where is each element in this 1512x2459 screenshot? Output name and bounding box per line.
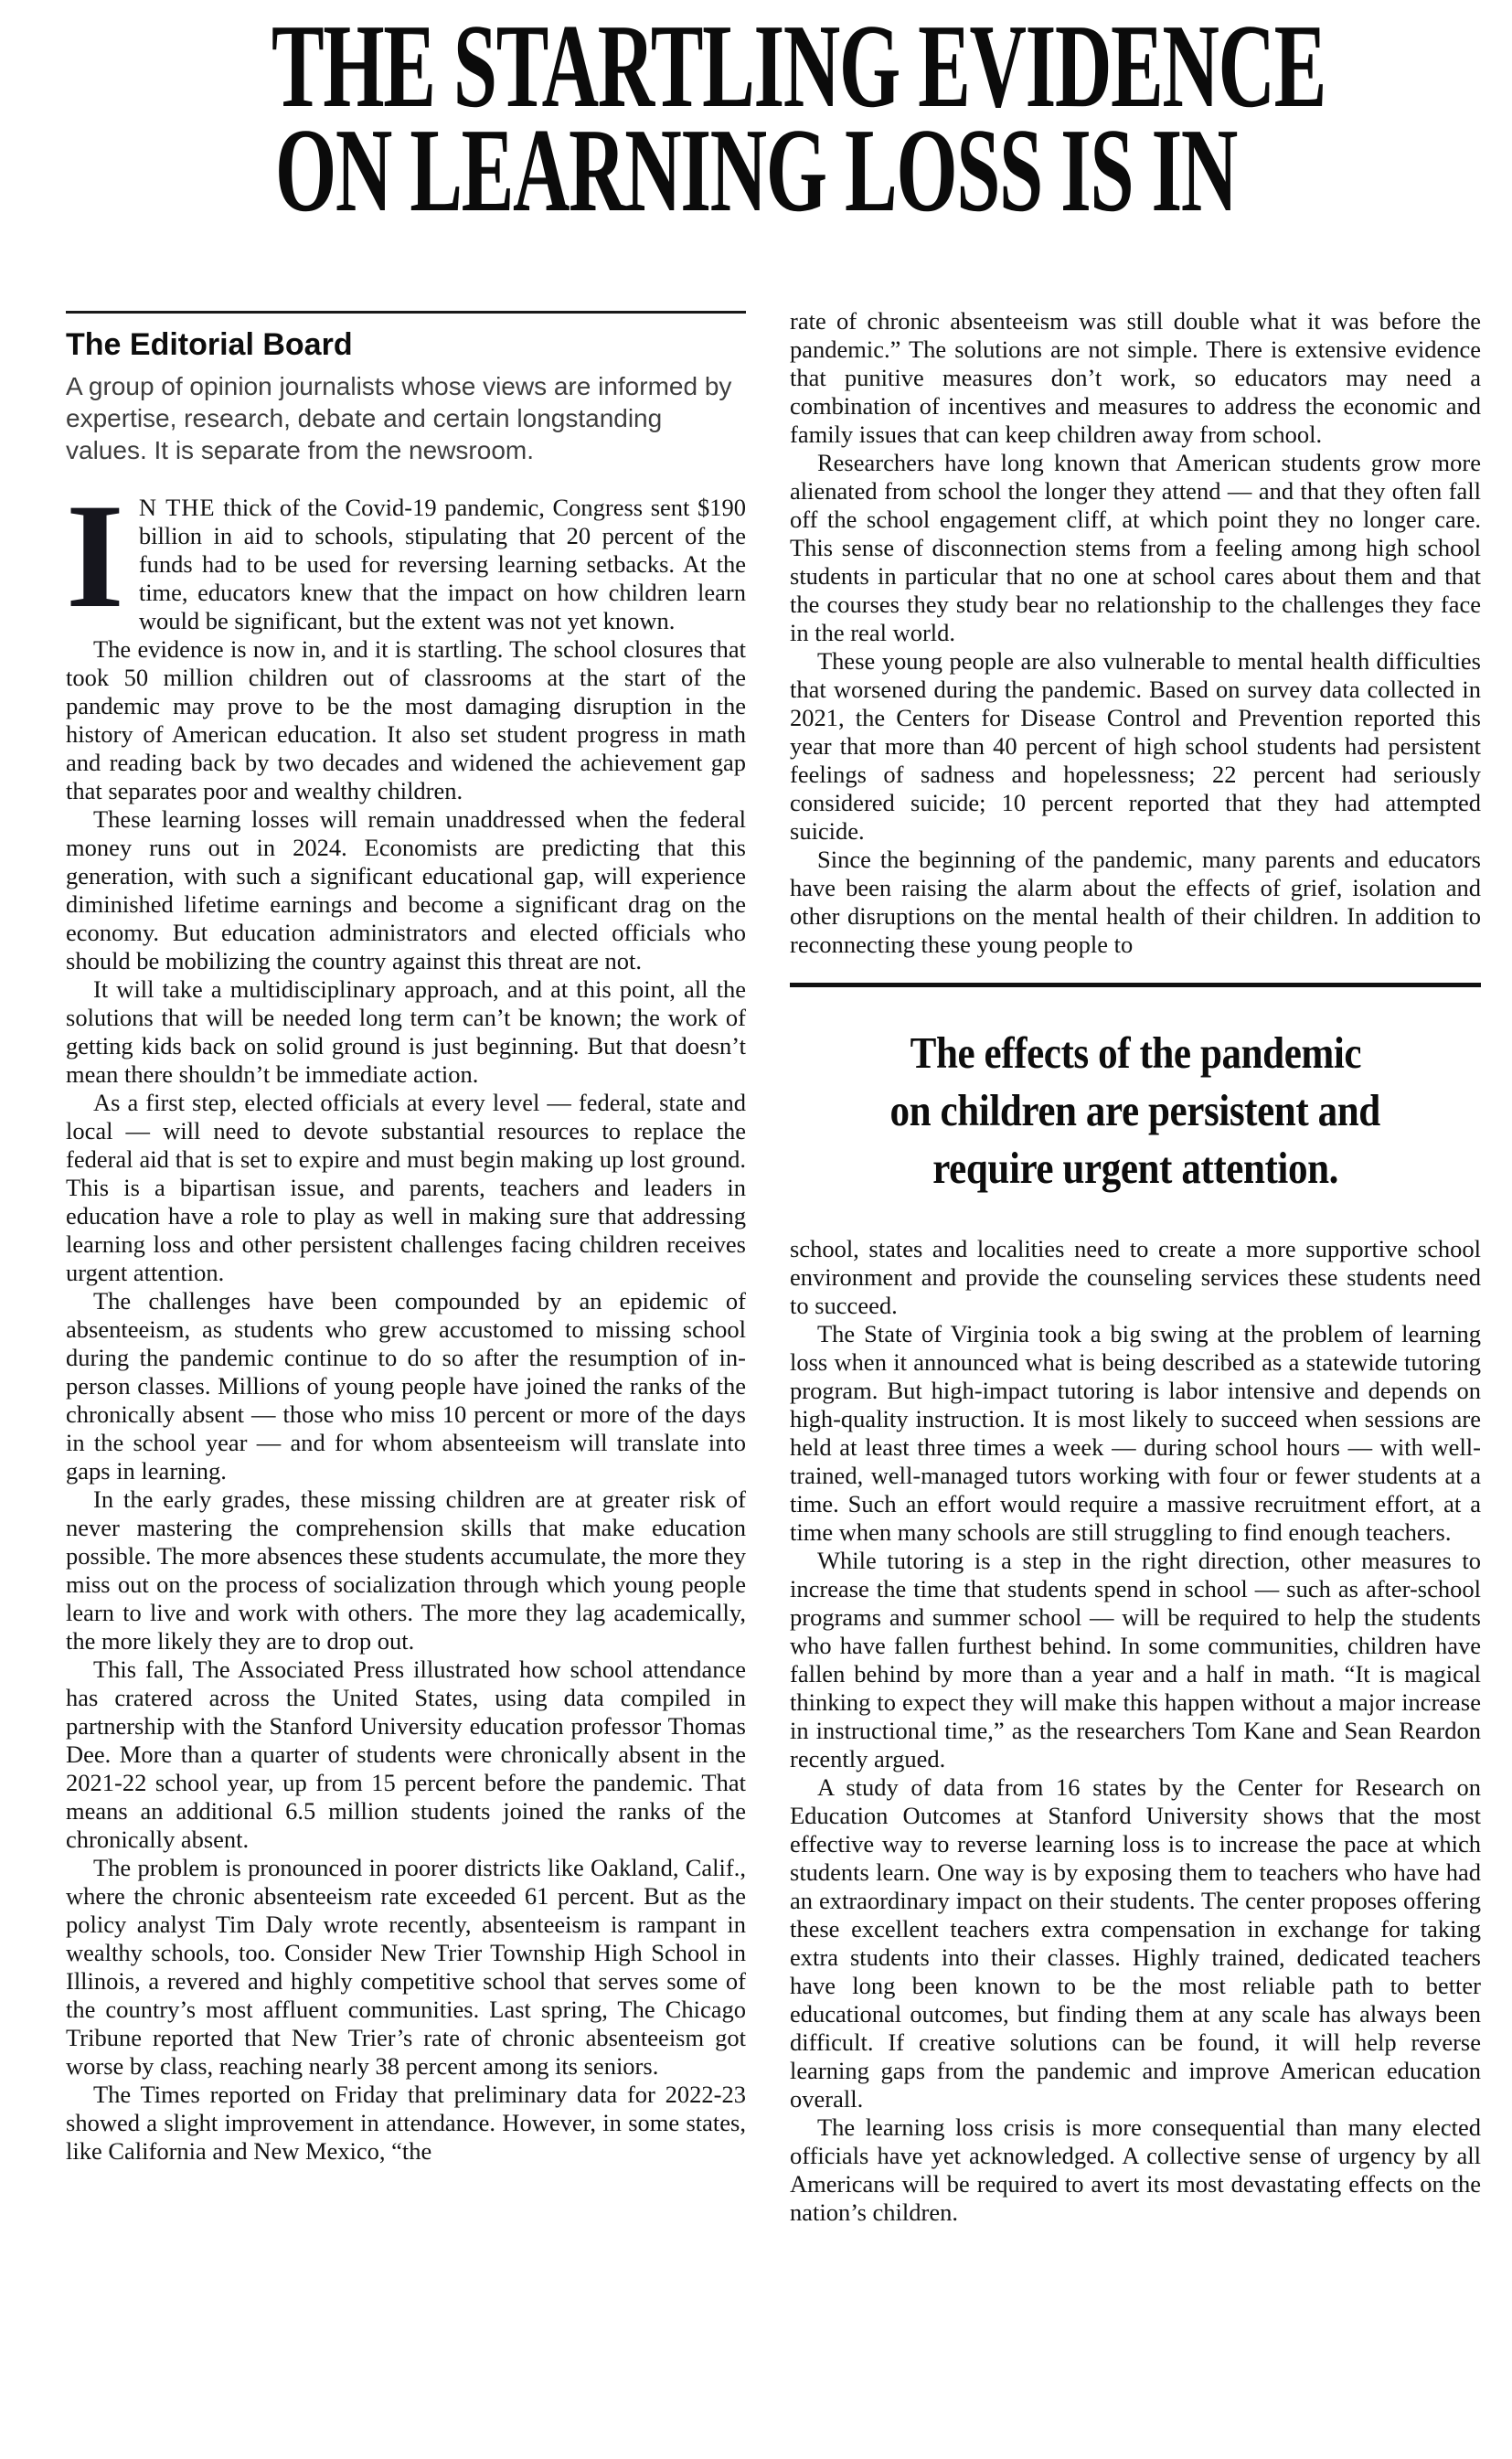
paragraph: The Times reported on Friday that preliminary data for 2022-23 showed a slight improvement in attendance. However, in some states, like California and New Mexico, “the bbox=[66, 2081, 746, 2165]
paragraph: While tutoring is a step in the right direction, other measures to increase the time that students spend in school — such as after-school programs and summer school — will be required to help the students who have fallen furthest behind. In some communities, children have fallen behind by more than a year and a half in math. “It is magical thinking to expect they will make this happen without a major increase in instructional time,” as the researchers Tom Kane and Sean Reardon recently argued. bbox=[790, 1547, 1481, 1772]
pull-quote-text: on children are persistent and bbox=[889, 1085, 1381, 1135]
paragraph: These learning losses will remain unaddressed when the federal money runs out in 2024. Economists are predicting that this generation, with such a significant educational gap, will experience diminished lifetime earnings and become a significant drag on the economy. But education administrators and elected officials who should be mobilizing the country against this threat are not. bbox=[66, 805, 746, 974]
drop-cap: I bbox=[66, 474, 124, 639]
left-paragraphs bbox=[66, 635, 746, 2166]
paragraph: school, states and localities need to create a more supportive school environment and provide the counseling services these students need to succeed. bbox=[790, 1235, 1481, 1319]
paragraph: The learning loss crisis is more consequential than many elected officials have yet acknowledged. A collective sense of urgency by all Americans will be required to avert its most devastating effects on the nation’s children. bbox=[790, 2113, 1481, 2226]
pull-quote-line bbox=[790, 1024, 1481, 1081]
pull-quote-text: The effects of the pandemic bbox=[910, 1027, 1361, 1078]
headline-text: ON LEARNING LOSS IS IN bbox=[274, 104, 1237, 237]
paragraph: The problem is pronounced in poorer districts like Oakland, Calif., where the chronic absenteeism rate exceeded 61 percent. But as the policy analyst Tim Daly wrote recently, absenteeism is rampant in wealthy schools, too. Consider New Trier Township High School in Illinois, a revered and highly competitive school that serves some of the country’s most affluent communities. Last spring, The Chicago Tribune reported that New Trier’s rate of chronic absenteeism got worse by class, reaching nearly 38 percent among its seniors. bbox=[66, 1854, 746, 2080]
paragraph: rate of chronic absenteeism was still double what it was before the pandemic.” The solutions are not simple. There is extensive evidence that punitive measures don’t work, so educators may need a combination of incentives and measures to address the economic and family issues that can keep children away from school. bbox=[790, 307, 1481, 448]
left-column bbox=[66, 311, 746, 2166]
author-name: The Editorial Board bbox=[66, 327, 353, 362]
lead-paragraph bbox=[66, 474, 746, 639]
headline-line-2 bbox=[0, 104, 1512, 237]
article-body-right-bottom bbox=[790, 1235, 1481, 2227]
paragraph: These young people are also vulnerable to mental health difficulties that worsened during the pandemic. Based on survey data collected in 2021, the Centers for Disease Control and Prevention reported this year that more than 40 percent of high school students had persistent feelings of sadness and hopelessness; 22 percent had seriously considered suicide; 10 percent reported that they had attempted suicide. bbox=[790, 647, 1481, 845]
paragraph: The challenges have been compounded by an epidemic of absenteeism, as students who grew accustomed to missing school during the pandemic continue to do so after the resumption of in-person classes. Millions of young people have joined the ranks of the chronically absent — those who miss 10 percent or more of the days in the school year — and for whom absenteeism will translate into gaps in learning. bbox=[66, 1287, 746, 1485]
paragraph: As a first step, elected officials at every level — federal, state and local — will need to devote substantial resources to replace the federal aid that is set to expire and must begin making up lost ground. This is a bipartisan issue, and parents, teachers and leaders in education have a role to play as well in making sure that addressing learning loss and other persistent challenges facing children receives urgent attention. bbox=[66, 1089, 746, 1286]
paragraph: This fall, The Associated Press illustrated how school attendance has cratered across the United States, using data compiled in partnership with the Stanford University education professor Thomas Dee. More than a quarter of students were chronically absent in the 2021-22 school year, up from 15 percent before the pandemic. That means an additional 6.5 million students joined the ranks of the chronically absent. bbox=[66, 1655, 746, 1853]
pull-quote-line bbox=[790, 1081, 1481, 1139]
paragraph: The State of Virginia took a big swing at the problem of learning loss when it announced what is being described as a statewide tutoring program. But high-impact tutoring is labor intensive and depends on high-quality instruction. It is most likely to succeed when sessions are held at least three times a week — during school hours — with well-trained, well-managed tutors working with four or fewer students at a time. Such an effort would require a massive recruitment effort, at a time when many schools are still struggling to find enough teachers. bbox=[790, 1320, 1481, 1546]
headline-text: THE STARTLING EVIDENCE bbox=[271, 0, 1326, 133]
byline-rule bbox=[66, 311, 746, 314]
pull-quote-text: require urgent attention. bbox=[932, 1143, 1338, 1193]
article-body-left bbox=[66, 474, 746, 2166]
pull-quote-line bbox=[790, 1139, 1481, 1197]
lead-paragraph-text: thick of the Covid-19 pandemic, Congress sent $190 billion in aid to schools, stipulating that 20 percent of the funds had to be used for reversing learning setbacks. At the time, educators knew that the impact on how children learn would be significant, but the extent was not yet known. bbox=[138, 494, 746, 634]
lead-small-caps: N THE bbox=[138, 494, 216, 521]
pull-quote-lines bbox=[790, 1024, 1481, 1197]
byline-description: A group of opinion journalists whose views are informed by expertise, research, debate and certain longstanding values. It is separate from the newsroom. bbox=[66, 372, 732, 464]
paragraph: A study of data from 16 states by the Center for Research on Education Outcomes at Stanford University shows that the most effective way to reverse learning loss is to increase the pace at which students learn. One way is by exposing them to teachers who have had an extraordinary impact on their students. The center proposes offering these excellent teachers extra compensation in exchange for taking extra students into their classes. Highly trained, dedicated teachers have long been known to be the most reliable path to better educational outcomes, but finding them at any scale has always been difficult. If creative solutions can be found, it will help reverse learning gaps from the pandemic and improve American education overall. bbox=[790, 1773, 1481, 2113]
pull-quote bbox=[790, 983, 1481, 1235]
headline-line-1 bbox=[0, 0, 1512, 133]
paragraph: Since the beginning of the pandemic, many parents and educators have been raising the alarm about the effects of grief, isolation and other disruptions on the mental health of their children. In addition to reconnecting these young people to bbox=[790, 846, 1481, 958]
paragraph: Researchers have long known that American students grow more alienated from school the longer they attend — and that they often fall off the school engagement cliff, at which point they no longer care. This sense of disconnection stems from a feeling among high school students in particular that no one at school cares about them and that the courses they study bear no relationship to the challenges they face in the real world. bbox=[790, 449, 1481, 646]
article-headline bbox=[0, 0, 1512, 237]
article-body-right-top bbox=[790, 307, 1481, 959]
paragraph: In the early grades, these missing children are at greater risk of never mastering the comprehension skills that make education possible. The more absences these students accumulate, the more they miss out on the process of socialization through which young people learn to live and work with others. The more they lag academically, the more likely they are to drop out. bbox=[66, 1485, 746, 1655]
right-column bbox=[790, 307, 1481, 2227]
paragraph: It will take a multidisciplinary approach, and at this point, all the solutions that will be needed long term can’t be known; the work of getting kids back on solid ground is just beginning. But that doesn’t mean there shouldn’t be immediate action. bbox=[66, 975, 746, 1088]
paragraph: The evidence is now in, and it is startling. The school closures that took 50 million children out of classrooms at the start of the pandemic may prove to be the most damaging disruption in the history of American education. It also set student progress in math and reading back by two decades and widened the achievement gap that separates poor and wealthy children. bbox=[66, 635, 746, 804]
